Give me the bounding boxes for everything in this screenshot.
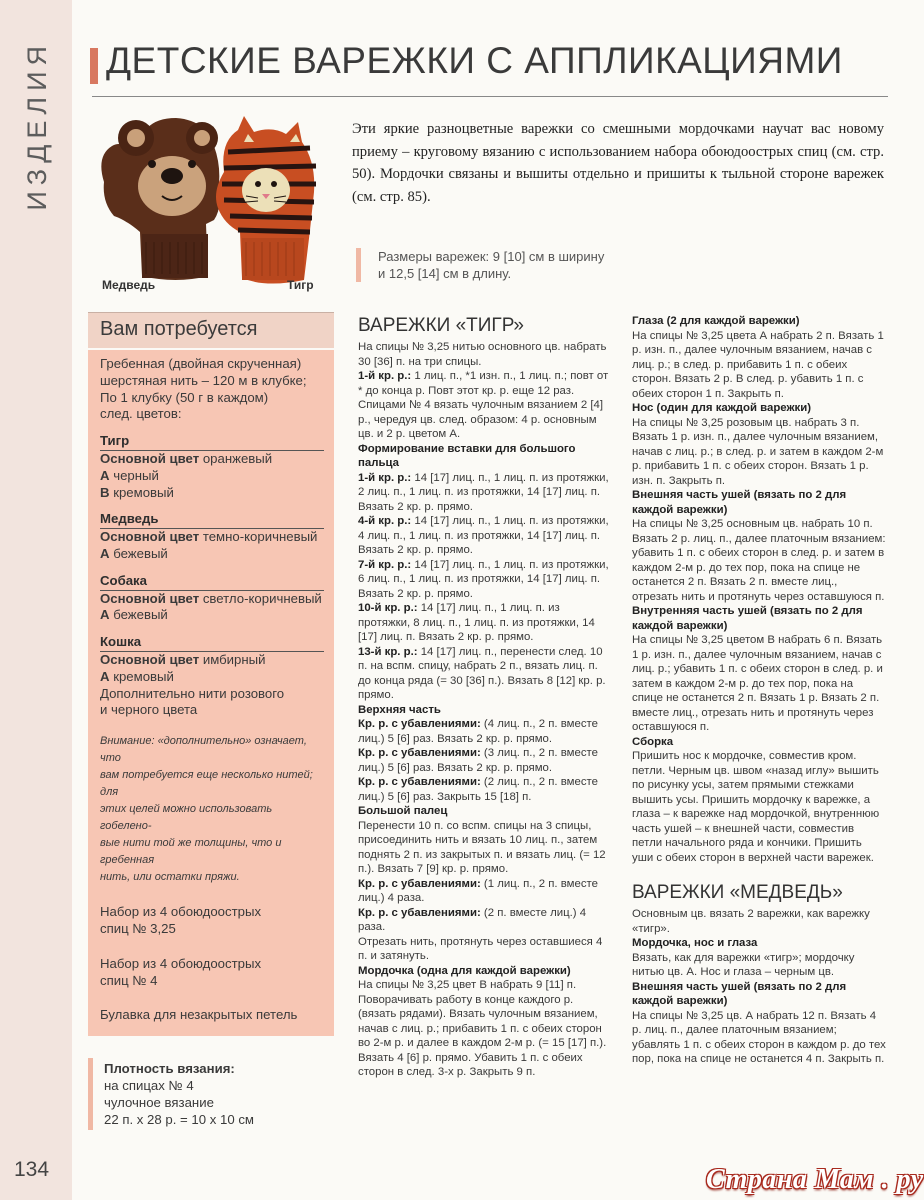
- page-title: ДЕТСКИЕ ВАРЕЖКИ С АППЛИКАЦИЯМИ: [106, 40, 843, 81]
- row-text: (2 лиц. п., 2 п. вместе лиц.) 5 [6] раз. Закрыть 15 [18] п.: [358, 776, 598, 803]
- color-value: темно-коричневый: [199, 529, 318, 545]
- color-value: Дополнительно нити розового: [100, 685, 285, 701]
- subheading: Внутренняя часть ушей (вязать по 2 для каждой варежки): [632, 605, 863, 632]
- subheading: Внешняя часть ушей (вязать по 2 для каждой варежки): [632, 980, 847, 1007]
- tool-line: Булавка для незакрытых петель: [100, 1007, 298, 1023]
- color-key: Основной цвет: [100, 529, 200, 545]
- watermark: Страна Мам . ру: [706, 1164, 924, 1195]
- color-line: [100, 686, 324, 703]
- row-text: На спицы № 3,25 основным цв. набрать 10 п. Вязать 2 р. лиц. п., далее платочным вязанием: убавить 1 п. с обеих сторон в след. р. и затем в каждом 2-м р. до тех пор, пока на спице не останется 2 п. Вязать 2 п. вместе лиц., отрезать нить и протянуть через оставшуюся п.: [632, 518, 886, 603]
- color-line: [100, 652, 324, 669]
- instruction: [632, 951, 886, 980]
- instruction: [358, 369, 612, 442]
- caption-bear: Медведь: [102, 278, 156, 292]
- materials-note: [100, 733, 324, 886]
- bear-mitten: [101, 118, 219, 280]
- color-line: [100, 451, 324, 468]
- yarn-line: Гребенная (двойная скрученная): [100, 356, 302, 371]
- instruction: [358, 775, 612, 804]
- note-line: этих целей можно использовать гобелено-: [100, 803, 273, 833]
- subheading: Глаза (2 для каждой варежки): [632, 315, 800, 327]
- color-key: А: [100, 545, 110, 561]
- row-text: На спицы № 3,25 цвет В набрать 9 [11] п. Поворачивать работу в конце каждого р. (вязать рядами). Вязать чулочным вязанием, начав с лиц. р.; прибавить 1 п. с обеих сторон во 2-м р. и далее в каждом 2-м р. (= 15 [17] п.). Вязать 4 [6] р. прямо. Убавить 1 п. с обеих сторон в след. 3-х р. Закрыть 9 п.: [358, 979, 607, 1078]
- instruction: [632, 416, 886, 489]
- color-section-heading: Тигр: [100, 433, 324, 451]
- tool-line: Набор из 4 обоюдоострых: [100, 904, 262, 920]
- color-value: и черного цвета: [100, 702, 198, 718]
- instruction: [358, 340, 612, 369]
- instruction: [632, 907, 886, 936]
- title-accent-bar: [90, 48, 98, 84]
- section-label: ИЗДЕЛИЯ: [21, 39, 52, 211]
- color-value: бежевый: [109, 607, 168, 623]
- color-key: Основной цвет: [100, 651, 200, 667]
- sizes-accent-bar: [356, 248, 361, 282]
- gauge-note: Плотность вязания: на спицах № 4 чулочное вязание 22 п. х 28 р. = 10 х 10 см: [104, 1061, 255, 1127]
- subheading: Мордочка, нос и глаза: [632, 937, 758, 949]
- row-text: Перенести 10 п. со вспм. спицы на 3 спицы, присоединить нить и вязать 10 лиц. п., затем поднять 2 п. из закрытых п. и вязать лиц. (= 12 п.). Вязать 7 [9] кр. р. прямо.: [358, 819, 606, 875]
- row-text: (3 лиц. п., 2 п. вместе лиц.) 5 [6] раз. Вязать 2 кр. р. прямо.: [358, 747, 598, 774]
- color-value: кремовый: [109, 484, 174, 500]
- note-line: вам потребуется еще несколько нитей; для: [100, 769, 313, 799]
- tool-item: [100, 1007, 324, 1024]
- materials-title: Вам потребуется: [100, 318, 258, 340]
- color-key: Основной цвет: [100, 450, 200, 466]
- caption-tiger: Тигр: [287, 278, 314, 292]
- yarn-line: По 1 клубку (50 г в каждом): [100, 389, 269, 405]
- note-line: вые нити той же толщины, что и гребенная: [100, 837, 282, 867]
- color-key: А: [100, 668, 110, 684]
- row-text: Основным цв. вязать 2 варежки, как варежку «тигр».: [632, 908, 870, 935]
- row-text: 14 [17] лиц. п., перенести след. 10 п. на вспм. спицу, набрать 2 п., вязать лиц. п. до конца ряда (= 30 [36] п.). Вязать 8 [12] кр. р. прямо.: [358, 645, 606, 701]
- color-value: бежевый: [109, 545, 168, 561]
- row-text: 14 [17] лиц. п., 1 лиц. п. из протяжки, 6 лиц. п., 1 лиц. п. из протяжки, 14 [17] лиц. п. Вязать 2 кр. р. прямо.: [358, 558, 609, 600]
- density-accent-bar: [88, 1058, 93, 1130]
- instruction: [632, 749, 886, 865]
- instruction: [358, 819, 612, 877]
- tool-line: Набор из 4 обоюдоострых: [100, 955, 262, 971]
- row-text: На спицы № 3,25 розовым цв. набрать 3 п. Вязать 1 р. изн. п., далее чулочным вязанием, начав с лиц. р.; в след. р. и затем в каждом 2-м р. прибавить 1 п. с обеих сторон. Вязать 1 р. изн. п. Закрыть п.: [632, 416, 884, 487]
- color-section-heading: Кошка: [100, 634, 324, 652]
- color-key: А: [100, 607, 110, 623]
- subheading: Мордочка (одна для каждой варежки): [358, 964, 571, 977]
- subheading: Внешняя часть ушей (вязать по 2 для каждой варежки): [632, 489, 847, 516]
- row-text: Пришить нос к мордочке, совместив кром. петли. Черным цв. швом «назад иглу» вышить по рисунку усы, затем прямыми стежками вышить усы. Пришить мордочку к варежке, а глаза – к варежке над мордочкой, внутреннюю часть ушей – к внешней части, совместив петли начального ряда и кончики. Пришить уши с обеих сторон в верхней части варежек.: [632, 750, 880, 864]
- tiger-mitten: [216, 116, 316, 284]
- title-rule: [92, 96, 888, 97]
- materials-list: [100, 356, 324, 1024]
- section-heading: ВАРЕЖКИ «ТИГР»: [358, 315, 524, 336]
- note-line: нить, или остатки пряжи.: [100, 871, 240, 884]
- color-section-heading: Медведь: [100, 511, 324, 529]
- yarn-line: след. цветов:: [100, 406, 182, 422]
- row-label: 1-й кр. р.:: [358, 370, 412, 382]
- color-line: [100, 546, 324, 563]
- tool-item: [100, 904, 324, 938]
- sizes-note: Размеры варежек: 9 [10] см в ширину и 12,5 [14] см в длину.: [378, 249, 605, 281]
- instruction: [358, 645, 612, 703]
- instruction: [358, 906, 612, 935]
- color-line: [100, 607, 324, 624]
- row-text: Отрезать нить, протянуть через оставшиеся 4 п. и затянуть.: [358, 935, 603, 962]
- instruction: [632, 633, 886, 735]
- color-key: А: [100, 467, 110, 483]
- color-line: [100, 529, 324, 546]
- subheading: Большой палец: [358, 805, 448, 817]
- color-value: имбирный: [199, 651, 266, 667]
- instruction: [358, 514, 612, 558]
- row-label: Кр. р. с убавлениями:: [358, 747, 481, 759]
- instruction: [358, 978, 612, 1080]
- instruction: [358, 746, 612, 775]
- pattern-column-2: [632, 314, 886, 1067]
- note-line: Внимание: «дополнительно» означает, что: [100, 735, 307, 765]
- row-label: 7-й кр. р.:: [358, 558, 412, 571]
- instruction: [358, 558, 612, 602]
- row-text: 14 [17] лиц. п., 1 лиц. п. из протяжки, 4 лиц. п., 1 лиц. п. из протяжки, 14 [17] лиц. п. Вязать 2 кр. р. прямо.: [358, 515, 609, 556]
- color-value: светло-коричневый: [199, 590, 322, 606]
- row-label: Кр. р. с убавлениями:: [358, 776, 481, 788]
- row-text: 14 [17] лиц. п., 1 лиц. п. из протяжки, 8 лиц. п., 1 лиц. п. из протяжки, 14 [17] лиц. п. Вязать 2 кр. р. прямо.: [358, 602, 595, 643]
- color-value: оранжевый: [199, 450, 273, 466]
- row-label: 13-й кр. р.:: [358, 645, 418, 658]
- color-line: [100, 591, 324, 608]
- row-label: Кр. р. с убавлениями:: [358, 906, 481, 919]
- row-label: Кр. р. с убавлениями:: [358, 718, 481, 730]
- color-value: черный: [109, 467, 159, 483]
- row-text: 14 [17] лиц. п., 1 лиц. п. из протяжки, 2 лиц. п., 1 лиц. п. из протяжки, 14 [17] лиц. п. Вязать 2 кр. р. прямо.: [358, 471, 609, 513]
- row-text: На спицы № 3,25 цвета А набрать 2 п. Вязать 1 р. изн. п., далее чулочным вязанием, начав с лиц. р.; в след. р. прибавить 1 п. с обеих сторон. Вязать 2 р. В след. р. убавить 1 п. с обеих сторон 1 п. Закрыть п.: [632, 329, 884, 400]
- row-text: (1 лиц. п., 2 п. вместе лиц.) 4 раза.: [358, 877, 598, 904]
- instruction: [358, 471, 612, 515]
- row-label: 4-й кр. р.:: [358, 515, 412, 527]
- color-line: [100, 485, 324, 502]
- yarn-line: шерстяная нить – 120 м в клубке;: [100, 372, 307, 388]
- instruction: [632, 517, 886, 604]
- row-label: 10-й кр. р.:: [358, 602, 418, 614]
- color-line: [100, 669, 324, 686]
- tool-line: спиц № 3,25: [100, 920, 176, 936]
- row-label: 1-й кр. р.:: [358, 471, 412, 484]
- tool-item: [100, 956, 324, 990]
- row-text: На спицы № 3,25 цв. А набрать 12 п. Вязать 4 р. лиц. п., далее платочным вязанием; убавлять 1 п. с обеих сторон в каждом р. до тех пор, пока на спице не останется 4 п. Закрыть п.: [632, 1009, 886, 1065]
- color-value: кремовый: [109, 668, 174, 684]
- section-heading: ВАРЕЖКИ «МЕДВЕДЬ»: [632, 882, 843, 903]
- row-label: Кр. р. с убавлениями:: [358, 877, 481, 890]
- instruction: [358, 717, 612, 746]
- row-text: На спицы № 3,25 нитью основного цв. набрать 30 [36] п. на три спицы.: [358, 341, 607, 368]
- row-text: На спицы № 3,25 цветом В набрать 6 п. Вязать 1 р. изн. п., далее чулочным вязанием, начав с лиц. р.; убавить 1 п. с обеих сторон в след. р. и затем в каждом 2-м р. до тех пор, пока на спице не останется 2 п. Вязать 1 р. Вязать 2 п. вместе лиц., отрезать нить и протянуть через оставшуюся п.: [632, 634, 883, 733]
- subheading: Верхняя часть: [358, 703, 441, 716]
- color-line: [100, 702, 324, 719]
- tool-line: спиц № 4: [100, 972, 158, 988]
- instruction: [632, 1009, 886, 1067]
- instruction: [358, 877, 612, 906]
- subheading: Сборка: [632, 735, 674, 748]
- instruction: [358, 601, 612, 645]
- intro-paragraph: Эти яркие разноцветные варежки со смешными мордочками научат вас новому приему – круговому вязанию с использованием набора обоюдоострых спиц (см. стр. 50). Мордочки связаны и вышиты отдельно и пришиты к тыльной стороне варежек (см. стр. 85).: [352, 121, 884, 205]
- color-line: [100, 468, 324, 485]
- mittens-photo: [96, 112, 330, 292]
- color-key: Основной цвет: [100, 590, 200, 606]
- page-number: 134: [14, 1158, 50, 1181]
- instruction: [358, 935, 612, 964]
- instruction: [632, 329, 886, 402]
- row-text: Вязать, как для варежки «тигр»; мордочку нитью цв. А. Нос и глаза – черным цв.: [632, 951, 855, 978]
- subheading: Формирование вставки для большого пальца: [358, 442, 576, 469]
- subheading: Нос (один для каждой варежки): [632, 402, 812, 414]
- row-text: (2 п. вместе лиц.) 4 раза.: [358, 906, 587, 933]
- row-text: 1 лиц. п., *1 изн. п., 1 лиц. п.; повт от * до конца р. Повт этот кр. р. еще 12 раз. Спицами № 4 вязать чулочным вязанием 2 [4] р., чередуя цв. след. образом: 4 р. основным цв. и 2 р. цветом А.: [358, 370, 609, 440]
- row-text: (4 лиц. п., 2 п. вместе лиц.) 5 [6] раз. Вязать 2 кр. р. прямо.: [358, 718, 598, 745]
- color-section-heading: Собака: [100, 573, 324, 591]
- color-key: В: [100, 484, 110, 500]
- pattern-column-1: [358, 314, 612, 1080]
